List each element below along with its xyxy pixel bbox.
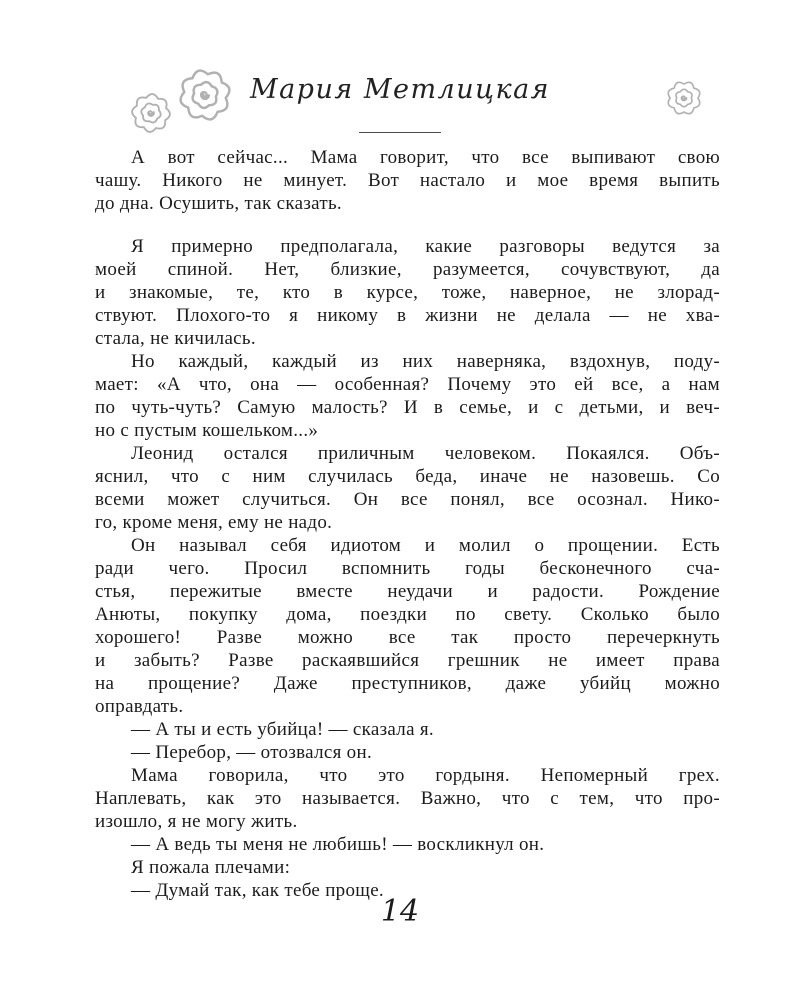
text-line: Наплевать, как это называется. Важно, что с тем, что про-: [95, 788, 720, 809]
paragraph: [95, 764, 720, 833]
text-line: Мама говорила, что это гордыня. Непомерный грех.: [131, 765, 720, 786]
paragraph: [95, 718, 720, 741]
text-line: яснил, что с ним случилась беда, иначе не назовешь. Со: [95, 466, 720, 487]
text-line: по чуть-чуть? Самую малость? И в семье, и с детьми, и веч-: [95, 397, 720, 418]
body-text: [95, 146, 720, 902]
rose-ornament-right: [662, 76, 706, 120]
text-line: Но каждый, каждый из них наверняка, вздохнув, поду-: [131, 351, 720, 372]
text-line: на прощение? Даже преступников, даже убийц можно: [95, 673, 720, 694]
text-line: Леонид остался приличным человеком. Покаялся. Объ-: [131, 443, 720, 464]
text-line: Я примерно предполагала, какие разговоры ведутся за: [131, 236, 720, 257]
paragraph: [95, 350, 720, 442]
text-line: всеми может случиться. Он все понял, все осознал. Нико-: [95, 489, 720, 510]
paragraph: [95, 833, 720, 856]
section-break: [95, 215, 720, 235]
page-number: 14: [380, 894, 420, 929]
text-line: — Перебор, — отозвался он.: [131, 742, 373, 763]
page-header: [0, 0, 800, 140]
text-line: оправдать.: [95, 696, 184, 717]
paragraph: [95, 856, 720, 879]
text-line: и знакомые, те, кто в курсе, тоже, наверное, не злорад-: [95, 282, 720, 303]
text-line: но с пустым кошельком...»: [95, 420, 319, 441]
text-line: чашу. Никого не минует. Вот настало и мое время выпить: [95, 170, 720, 191]
paragraph: [95, 235, 720, 350]
text-line: Анюты, покупку дома, поездки по свету. Сколько было: [95, 604, 720, 625]
text-line: до дна. Осушить, так сказать.: [95, 193, 342, 214]
text-line: моей спиной. Нет, близкие, разумеется, сочувствуют, да: [95, 259, 720, 280]
paragraph: [95, 442, 720, 534]
text-line: и забыть? Разве раскаявшийся грешник не имеет права: [95, 650, 720, 671]
paragraph: [95, 146, 720, 215]
rose-icon: [662, 76, 706, 120]
text-line: Он называл себя идиотом и молил о прощении. Есть: [131, 535, 720, 556]
text-line: стья, пережитые вместе неудачи и радости. Рождение: [95, 581, 720, 602]
header-divider: [359, 132, 441, 133]
text-line: изошло, я не могу жить.: [95, 811, 298, 832]
text-line: Я пожала плечами:: [131, 857, 291, 878]
text-line: ради чего. Просил вспомнить годы бесконечного сча-: [95, 558, 720, 579]
text-line: мает: «А что, она — особенная? Почему это ей все, а нам: [95, 374, 720, 395]
paragraph: [95, 741, 720, 764]
text-line: — А ты и есть убийца! — сказала я.: [131, 719, 434, 740]
text-line: А вот сейчас... Мама говорит, что все выпивают свою: [131, 147, 720, 168]
text-line: хорошего! Разве можно все так просто перечеркнуть: [95, 627, 720, 648]
text-line: — А ведь ты меня не любишь! — воскликнул он.: [131, 834, 545, 855]
text-line: стала, не кичилась.: [95, 328, 256, 349]
paragraph: [95, 534, 720, 718]
author-name: Мария Метлицкая: [249, 74, 551, 105]
text-line: — Думай так, как тебе проще.: [131, 880, 384, 901]
text-line: ствуют. Плохого-то я никому в жизни не делала — не хва-: [95, 305, 720, 326]
text-line: го, кроме меня, ему не надо.: [95, 512, 333, 533]
